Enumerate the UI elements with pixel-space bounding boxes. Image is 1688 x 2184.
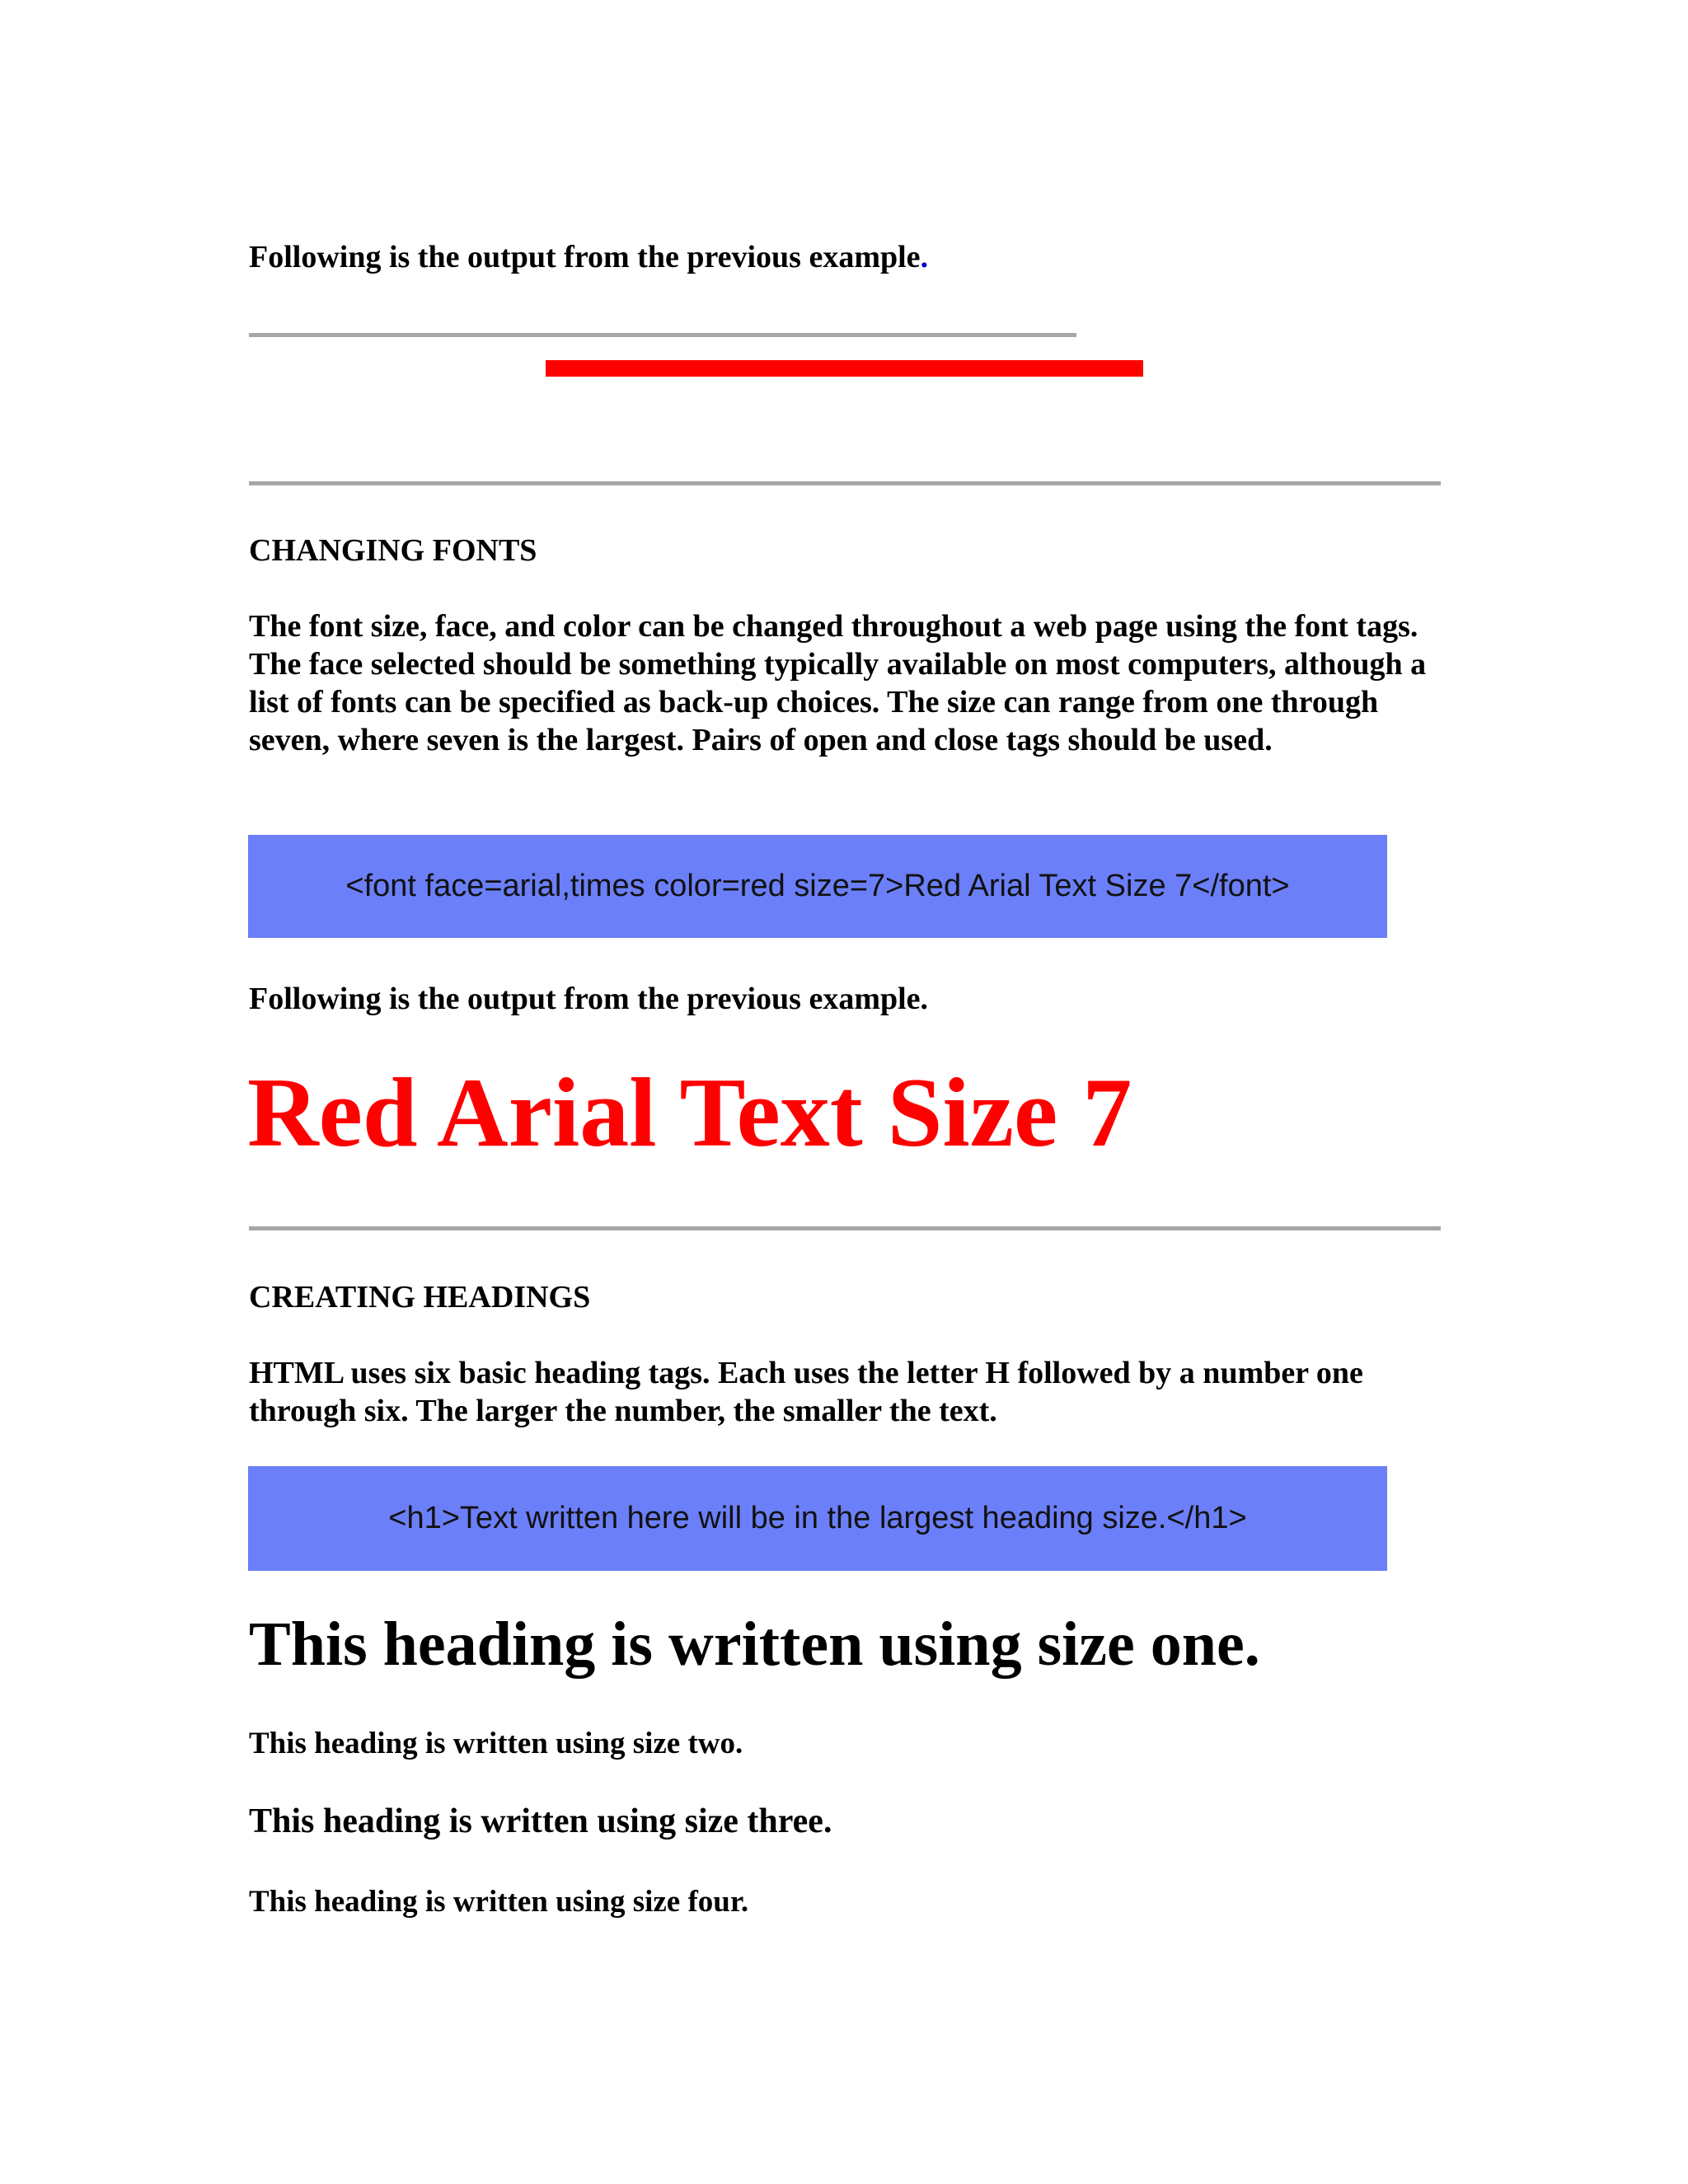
section-heading-fonts: CHANGING FONTS bbox=[249, 533, 537, 568]
intro-period: . bbox=[920, 240, 929, 274]
fonts-code-box bbox=[248, 835, 1387, 938]
section-divider-1 bbox=[249, 481, 1441, 485]
fonts-output-label: Following is the output from the previous example. bbox=[249, 982, 929, 1016]
heading-size-one: This heading is written using size one. bbox=[249, 1610, 1260, 1679]
red-sample-text: Red Arial Text Size 7 bbox=[247, 1057, 1132, 1167]
intro-text bbox=[249, 238, 1485, 276]
red-bar bbox=[546, 360, 1143, 377]
heading-size-four: This heading is written using size four. bbox=[249, 1885, 749, 1919]
heading-size-two: This heading is written using size two. bbox=[249, 1727, 743, 1760]
headings-code-text: <h1>Text written here will be in the largest heading size.</h1> bbox=[388, 1501, 1247, 1535]
section-heading-headings: CREATING HEADINGS bbox=[249, 1280, 591, 1315]
short-divider bbox=[249, 333, 1076, 337]
fonts-code-text: <font face=arial,times color=red size=7>Red Arial Text Size 7</font> bbox=[345, 869, 1290, 903]
fonts-body-text: The font size, face, and color can be changed throughout a web page using the font tags. The face selected should be something typically available on most computers, although a list of fonts can be specified as back-up choices. The size can range from one through seven, where seven is the largest. Pairs of open and close tags should be used. bbox=[249, 609, 1427, 757]
section-divider-2 bbox=[249, 1226, 1441, 1230]
intro-text-main: Following is the output from the previous example bbox=[249, 240, 921, 274]
headings-code-box bbox=[248, 1466, 1387, 1571]
headings-body-text: HTML uses six basic heading tags. Each uses the letter H followed by a number one through six. The larger the number, the smaller the text. bbox=[249, 1356, 1363, 1428]
heading-size-three: This heading is written using size three. bbox=[249, 1802, 832, 1840]
